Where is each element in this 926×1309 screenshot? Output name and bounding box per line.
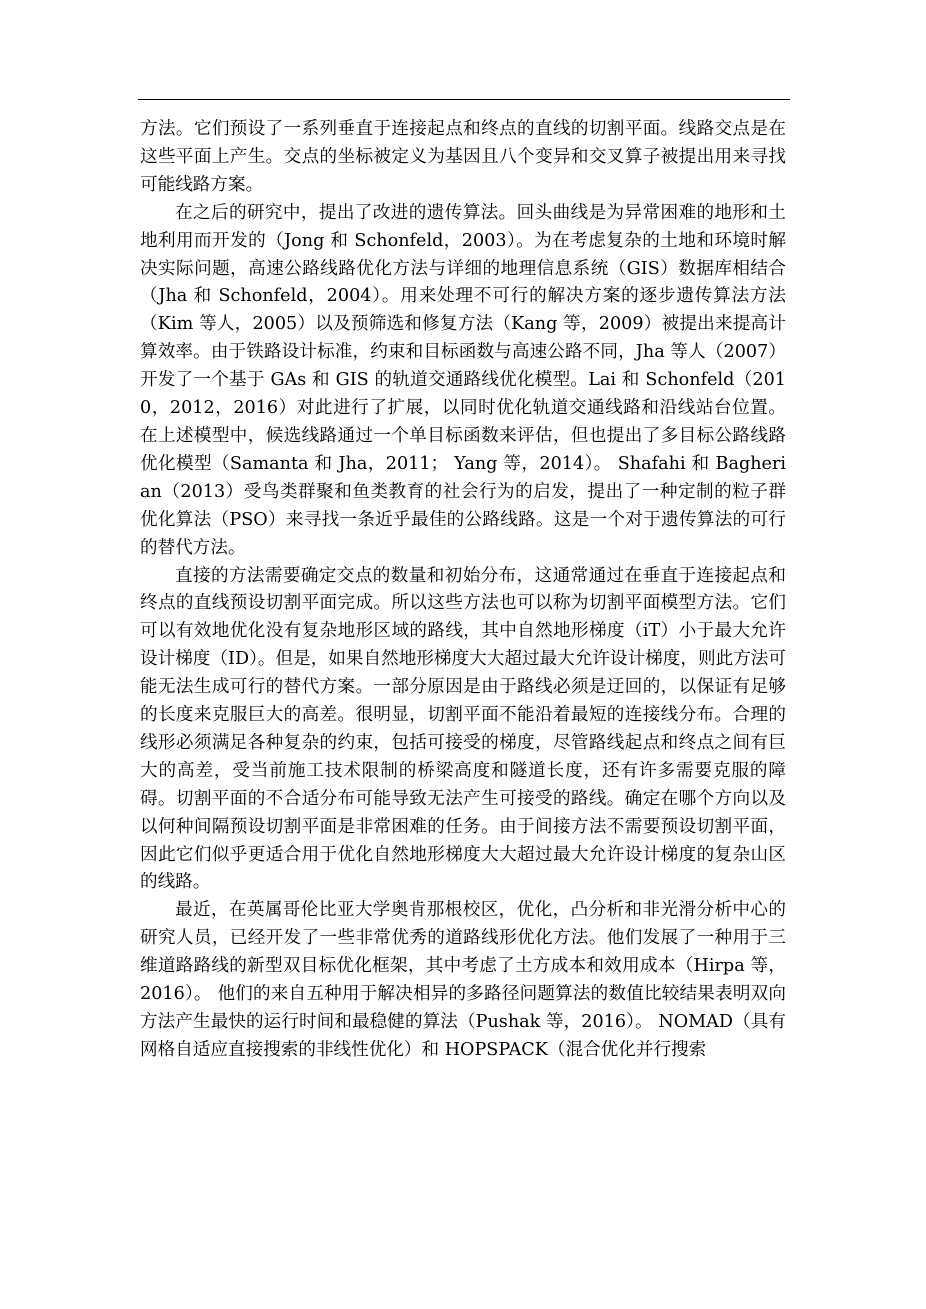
paragraph-improved-genetic-algorithms: 在之后的研究中，提出了改进的遗传算法。回头曲线是为异常困难的地形和土地利用而开发的（Jong 和 Schonfeld，2003）。为在考虑复杂的土地和环境时解决实际问题，高速公路线路优化方法与详细的地理信息系统（GIS）数据库相结合（Jha 和 Schonfeld，2004）。用来处理不可行的解决方案的逐步遗传算法方法（Kim 等人，2005）以及预筛选和修复方法（Kang 等，2009）被提出来提高计算效率。由于铁路设计标准，约束和目标函数与高速公路不同，Jha 等人（2007）开发了一个基于 GAs 和 GIS 的轨道交通路线优化模型。Lai 和 Schonfeld（2010，2012，2016）对此进行了扩展，以同时优化轨道交通线路和沿线站台位置。在上述模型中，候选线路通过一个单目标函数来评估，但也提出了多目标公路线路优化模型（Samanta 和 Jha，2011； Yang 等，2014）。 Shafahi 和 Bagherian（2013）受鸟类群聚和鱼类教育的社会行为的启发，提出了一种定制的粒子群优化算法（PSO）来寻找一条近乎最佳的公路线路。这是一个对于遗传算法的可行的替代方法。 xyxy=(140,202,786,558)
paragraph-continuation: 方法。它们预设了一系列垂直于连接起点和终点的直线的切割平面。线路交点是在这些平面上产生。交点的坐标被定义为基因且八个变异和交叉算子被提出用来寻找可能线路方案。 xyxy=(140,119,786,195)
paragraph-direct-methods: 直接的方法需要确定交点的数量和初始分布，这通常通过在垂直于连接起点和终点的直线预设切割平面完成。所以这些方法也可以称为切割平面模型方法。它们可以有效地优化没有复杂地形区域的路线，其中自然地形梯度（iT）小于最大允许设计梯度（ID）。但是，如果自然地形梯度大大超过最大允许设计梯度，则此方法可能无法生成可行的替代方案。一部分原因是由于路线必须是迂回的，以保证有足够的长度来克服巨大的高差。很明显，切割平面不能沿着最短的连接线分布。合理的线形必须满足各种复杂的约束，包括可接受的梯度，尽管路线起点和终点之间有巨大的高差，受当前施工技术限制的桥梁高度和隧道长度，还有许多需要克服的障碍。切割平面的不合适分布可能导致无法产生可接受的路线。确定在哪个方向以及以何种间隔预设切割平面是非常困难的任务。由于间接方法不需要预设切割平面，因此它们似乎更适合用于优化自然地形梯度大大超过最大允许设计梯度的复杂山区的线路。 xyxy=(140,565,786,893)
body-text xyxy=(140,116,786,1065)
paragraph-recent-research: 最近，在英属哥伦比亚大学奥肯那根校区，优化，凸分析和非光滑分析中心的研究人员，已经开发了一些非常优秀的道路线形优化方法。他们发展了一种用于三维道路路线的新型双目标优化框架，其中考虑了土方成本和效用成本（Hirpa 等，2016）。 他们的来自五种用于解决相异的多路径问题算法的数值比较结果表明双向方法产生最快的运行时间和最稳健的算法（Pushak 等，2016）。 NOMAD（具有网格自适应直接搜索的非线性优化）和 HOPSPACK（混合优化并行搜索 xyxy=(140,900,786,1060)
header-rule xyxy=(138,99,790,100)
